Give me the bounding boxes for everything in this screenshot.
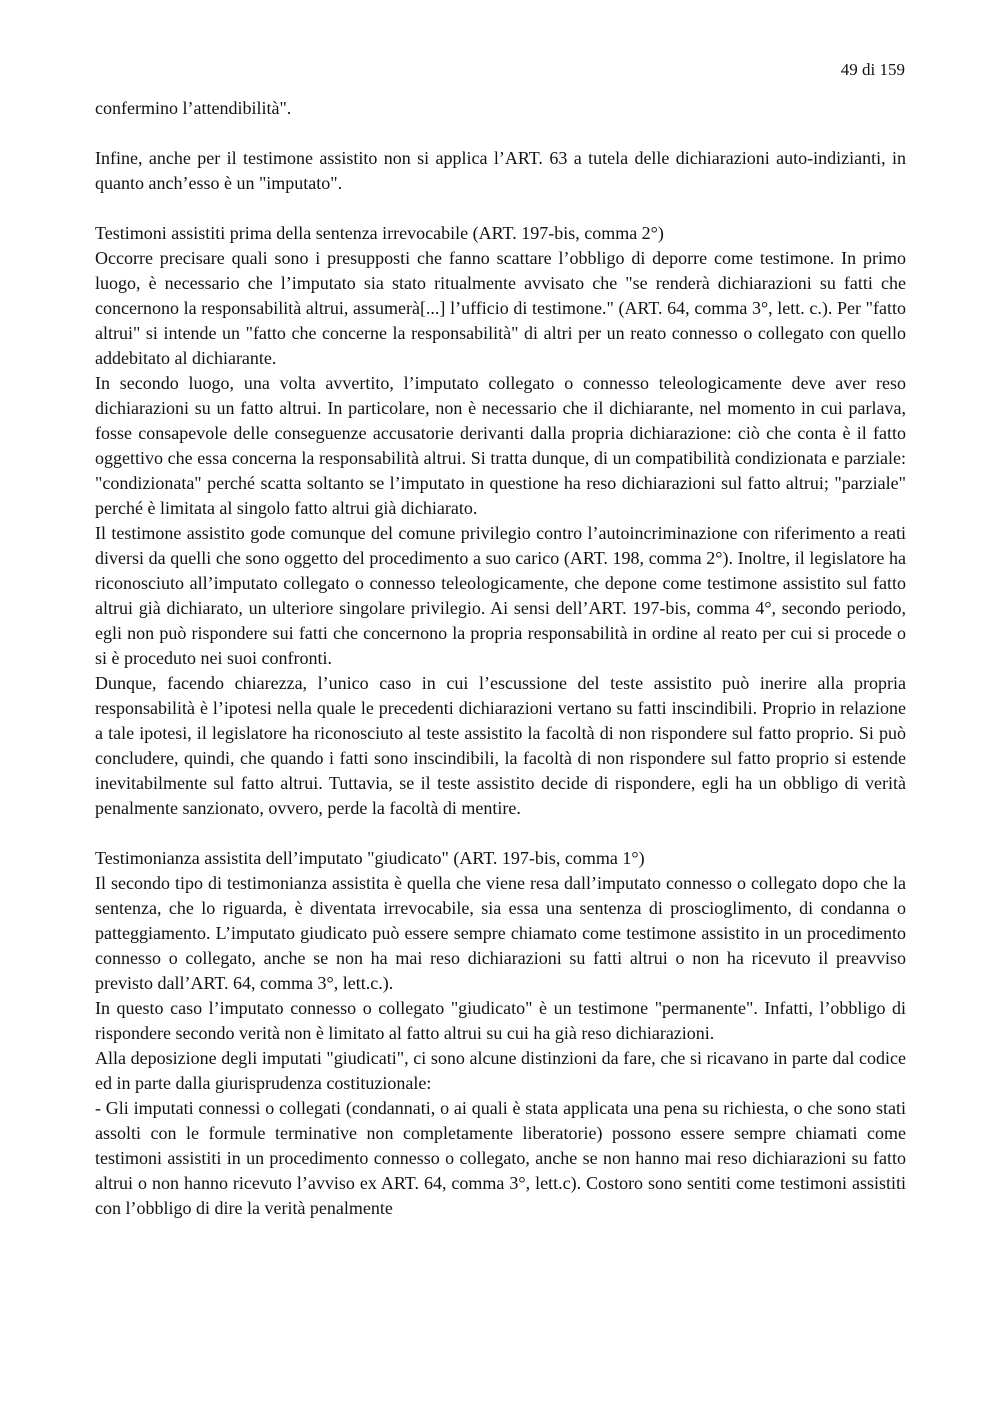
section-heading-1: Testimoni assistiti prima della sentenza irrevocabile (ART. 197-bis, comma 2°) [95, 223, 664, 243]
paragraph-3: Occorre precisare quali sono i presupposti che fanno scattare l’obbligo di deporre come testimone. In primo luogo, è necessario che l’imputato sia stato ritualmente avvisato che "se renderà dichiarazioni su fatti che concernono la responsabilità altrui, assumerà[...] l’ufficio di testimone." (ART. 64, comma 3°, lett. c.). Per "fatto altrui" si intende un "fatto che concerne la responsabilità" di altri per un reato connesso o collegato con quello addebitato al dichiarante. [95, 248, 906, 368]
document-body [95, 96, 906, 1221]
paragraph-1: confermino l’attendibilità". [95, 98, 292, 118]
paragraph-9: Alla deposizione degli imputati "giudicati", ci sono alcune distinzioni da fare, che si ricavano in parte dal codice ed in parte dalla giurisprudenza costituzionale: [95, 1048, 906, 1093]
paragraph-6: Dunque, facendo chiarezza, l’unico caso in cui l’escussione del teste assistito può inerire alla propria responsabilità è l’ipotesi nella quale le precedenti dichiarazioni vertano su fatti inscindibili. Proprio in relazione a tale ipotesi, il legislatore ha riconosciuto al teste assistito la facoltà di non rispondere sul fatto proprio. Si può concludere, quindi, che quando i fatti sono inscindibili, la facoltà di non rispondere sul fatto proprio si estende inevitabilmente sul fatto altrui. Tuttavia, se il teste assistito decide di rispondere, egli ha un obbligo di verità penalmente sanzionato, ovvero, perde la facoltà di mentire. [95, 673, 906, 818]
paragraph-8: In questo caso l’imputato connesso o collegato "giudicato" è un testimone "permanente". Infatti, l’obbligo di rispondere secondo verità non è limitato al fatto altrui su cui ha già reso dichiarazioni. [95, 998, 906, 1043]
paragraph-spacer [95, 196, 906, 221]
paragraph-4: In secondo luogo, una volta avvertito, l’imputato collegato o connesso teleologicamente deve aver reso dichiarazioni su un fatto altrui. In particolare, non è necessario che il dichiarante, nel momento in cui parlava, fosse consapevole delle conseguenze accusatorie derivanti dalla propria dichiarazione: ciò che conta è il fatto oggettivo che essa concerna la responsabilità altrui. Si tratta dunque, di un compatibilità condizionata e parziale: "condizionata" perché scatta soltanto se l’imputato in questione ha reso dichiarazioni sul fatto altrui; "parziale" perché è limitata al singolo fatto altrui già dichiarato. [95, 373, 906, 518]
paragraph-10: - Gli imputati connessi o collegati (condannati, o ai quali è stata applicata una pena su richiesta, o che sono stati assolti con le formule terminative non completamente liberatorie) possono essere sempre chiamati come testimoni assistiti in un procedimento connesso o collegato, anche se non hanno mai reso dichiarazioni su fatto altrui o non hanno ricevuto l’avviso ex ART. 64, comma 3°, lett.c). Costoro sono sentiti come testimoni assistiti con l’obbligo di dire la verità penalmente [95, 1098, 906, 1218]
page-number: 49 di 159 [840, 60, 905, 79]
paragraph-spacer [95, 121, 906, 146]
paragraph-7: Il secondo tipo di testimonianza assistita è quella che viene resa dall’imputato connesso o collegato dopo che la sentenza, che lo riguarda, è diventata irrevocabile, sia essa una sentenza di proscioglimento, di condanna o patteggiamento. L’imputato giudicato può essere sempre chiamato come testimone assistito in un procedimento connesso o collegato, anche se non ha mai reso dichiarazioni su fatti altrui o non ha ricevuto il preavviso previsto dall’ART. 64, comma 3°, lett.c.). [95, 873, 906, 993]
paragraph-5: Il testimone assistito gode comunque del comune privilegio contro l’autoincriminazione con riferimento a reati diversi da quelli che sono oggetto del procedimento a suo carico (ART. 198, comma 2°). Inoltre, il legislatore ha riconosciuto all’imputato collegato o connesso teleologicamente, che depone come testimone assistito sul fatto altrui già dichiarato, un ulteriore singolare privilegio. Ai sensi dell’ART. 197-bis, comma 4°, secondo periodo, egli non può rispondere sui fatti che concernono la propria responsabilità in ordine al reato per cui si procede o si è proceduto nei suoi confronti. [95, 523, 906, 668]
paragraph-2: Infine, anche per il testimone assistito non si applica l’ART. 63 a tutela delle dichiarazioni auto-indizianti, in quanto anch’esso è un "imputato". [95, 148, 906, 193]
paragraph-spacer [95, 821, 906, 846]
section-heading-2: Testimonianza assistita dell’imputato "giudicato" (ART. 197-bis, comma 1°) [95, 848, 645, 868]
